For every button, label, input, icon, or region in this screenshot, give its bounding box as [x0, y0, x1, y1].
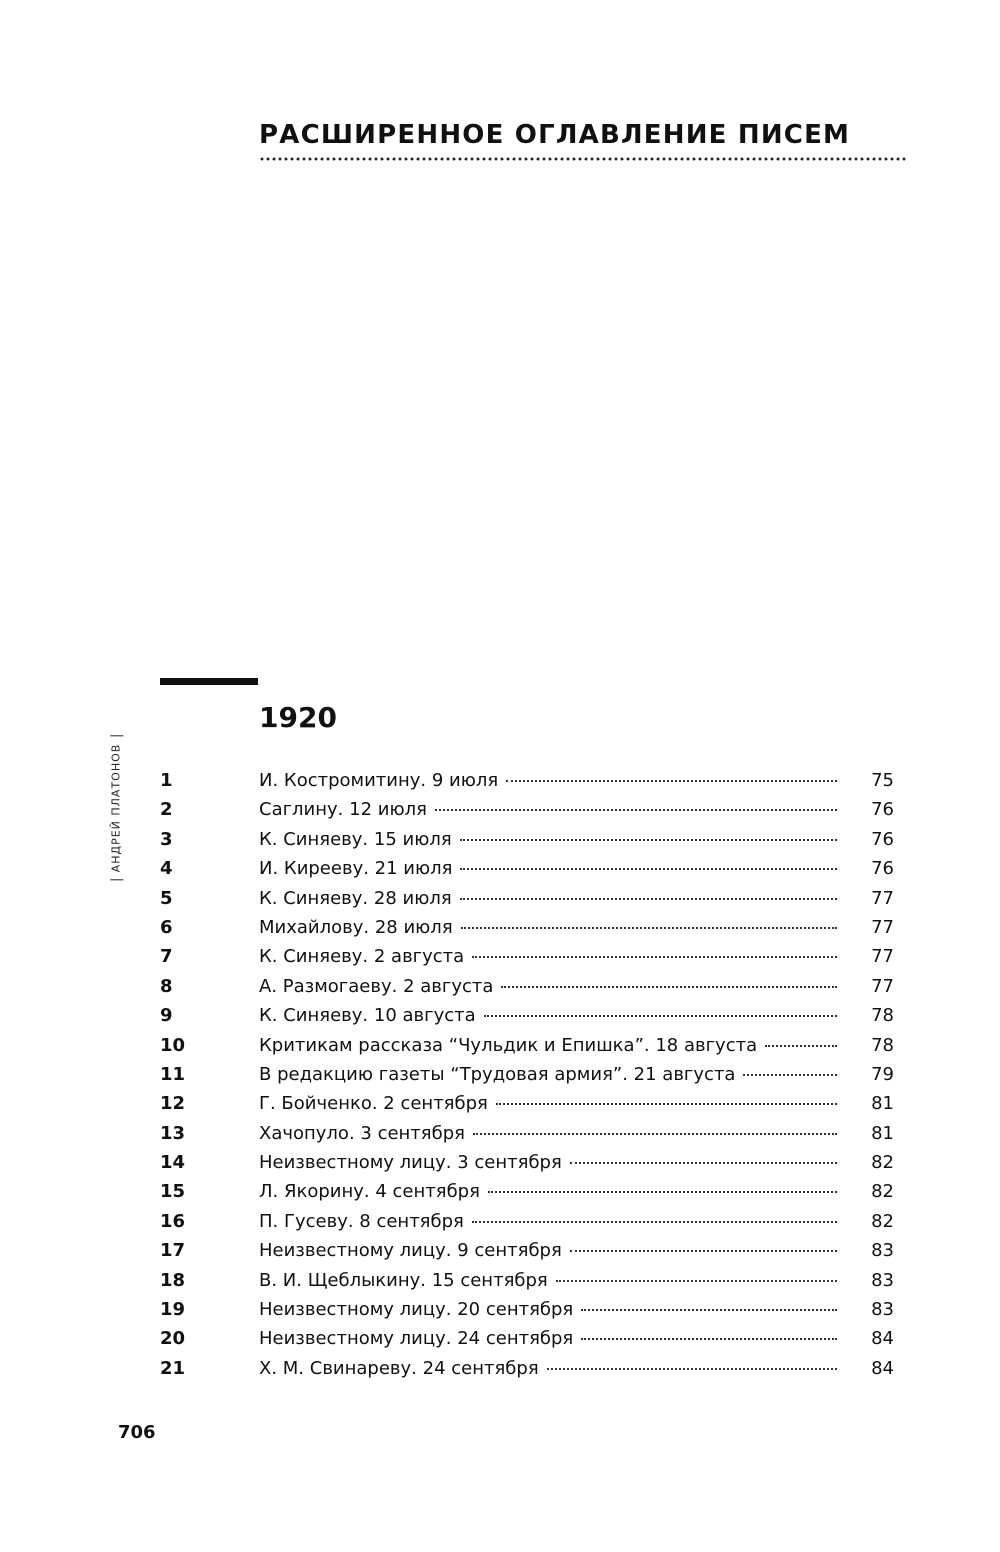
toc-entry-number: 11: [160, 1063, 186, 1085]
toc-entry-title-wrap: [259, 913, 837, 942]
toc-dot-leader: [460, 839, 837, 841]
toc-dot-leader: [506, 780, 837, 782]
toc-entry[interactable]: [160, 1177, 896, 1206]
toc-entry-number: 20: [160, 1328, 186, 1350]
toc-entry-number: 12: [160, 1093, 186, 1115]
toc-dot-leader: [488, 1191, 837, 1193]
toc-entry-title: К. Синяеву. 15 июля: [259, 828, 452, 850]
toc-entry-number: 14: [160, 1152, 186, 1174]
toc-dot-leader: [461, 927, 837, 929]
title-dotted-rule: [259, 156, 906, 162]
toc-entry[interactable]: [160, 1031, 896, 1060]
toc-entry-number: 3: [160, 828, 173, 850]
toc-entry-title: Неизвестному лицу. 3 сентября: [259, 1152, 562, 1174]
toc-entry-title: П. Гусеву. 8 сентября: [259, 1210, 464, 1232]
toc-entry-number: 17: [160, 1240, 186, 1262]
section-year-heading: 1920: [259, 701, 337, 734]
toc-entry-title-wrap: [259, 884, 837, 913]
toc-entry-number: 6: [160, 916, 173, 938]
toc-entry-title: В. И. Щеблыкину. 15 сентября: [259, 1269, 548, 1291]
toc-dot-leader: [570, 1162, 837, 1164]
toc-entry[interactable]: [160, 825, 896, 854]
toc-entry-title-wrap: [259, 795, 837, 824]
toc-entry-title: К. Синяеву. 10 августа: [259, 1005, 476, 1027]
toc-entry[interactable]: [160, 972, 896, 1001]
toc-entry-number: 5: [160, 887, 173, 909]
toc-entry-number: 7: [160, 946, 173, 968]
toc-entry-title: К. Синяеву. 28 июля: [259, 887, 452, 909]
toc-dot-leader: [556, 1280, 837, 1282]
toc-entry-number: 2: [160, 799, 173, 821]
toc-entry-page: 83: [871, 1269, 894, 1291]
running-head-text: АНДРЕЙ ПЛАТОНОВ: [109, 743, 123, 872]
toc-entry-number: 19: [160, 1299, 186, 1321]
toc-entry-page: 84: [871, 1328, 894, 1350]
toc-entry-page: 77: [871, 916, 894, 938]
toc-entry-title: Неизвестному лицу. 9 сентября: [259, 1240, 562, 1262]
toc-entry-page: 82: [871, 1152, 894, 1174]
toc-entry-title-wrap: [259, 1324, 837, 1353]
toc-dot-leader: [473, 1133, 837, 1135]
toc-entry-title: Критикам рассказа “Чульдик и Епишка”. 18 августа: [259, 1034, 758, 1056]
toc-entry-number: 21: [160, 1357, 186, 1379]
toc-list: [160, 766, 896, 1383]
toc-entry-page: 83: [871, 1299, 894, 1321]
toc-entry-number: 4: [160, 858, 173, 880]
toc-dot-leader: [547, 1368, 837, 1370]
toc-entry-number: 10: [160, 1034, 186, 1056]
toc-entry-title: Саглину. 12 июля: [259, 799, 427, 821]
toc-entry-page: 78: [871, 1005, 894, 1027]
toc-entry-title-wrap: [259, 1119, 837, 1148]
toc-entry-number: 18: [160, 1269, 186, 1291]
toc-entry[interactable]: [160, 766, 896, 795]
toc-entry-page: 77: [871, 887, 894, 909]
toc-entry[interactable]: [160, 1207, 896, 1236]
toc-entry-title-wrap: [259, 942, 837, 971]
toc-entry-title-wrap: [259, 825, 837, 854]
toc-entry[interactable]: [160, 1119, 896, 1148]
page-title: РАСШИРЕННОЕ ОГЛАВЛЕНИЕ ПИСЕМ: [259, 120, 851, 150]
toc-entry[interactable]: [160, 854, 896, 883]
toc-dot-leader: [501, 986, 837, 988]
toc-entry[interactable]: [160, 1266, 896, 1295]
toc-entry-title: А. Размогаеву. 2 августа: [259, 975, 494, 997]
toc-entry-title-wrap: [259, 1177, 837, 1206]
toc-entry-title-wrap: [259, 1266, 837, 1295]
toc-dot-leader: [570, 1250, 837, 1252]
toc-entry-page: 77: [871, 946, 894, 968]
toc-entry-page: 76: [871, 828, 894, 850]
toc-dot-leader: [460, 898, 837, 900]
toc-entry-title: Х. М. Свинареву. 24 сентября: [259, 1357, 539, 1379]
toc-entry-number: 16: [160, 1210, 186, 1232]
toc-dot-leader: [484, 1015, 837, 1017]
toc-entry[interactable]: [160, 1354, 896, 1383]
toc-entry-title-wrap: [259, 1295, 837, 1324]
toc-dot-leader: [581, 1309, 837, 1311]
toc-entry-title-wrap: [259, 1001, 837, 1030]
toc-entry-number: 1: [160, 770, 173, 791]
toc-entry-number: 15: [160, 1181, 186, 1203]
toc-entry-title: Михайлову. 28 июля: [259, 916, 453, 938]
toc-entry-page: 81: [871, 1122, 894, 1144]
toc-entry-title-wrap: [259, 1031, 837, 1060]
toc-entry-page: 79: [871, 1063, 894, 1085]
toc-entry-page: 82: [871, 1210, 894, 1232]
running-head: [107, 720, 125, 895]
toc-entry-title-wrap: [259, 1089, 837, 1118]
toc-dot-leader: [743, 1074, 837, 1076]
running-head-bar-right: [110, 735, 123, 736]
toc-dot-leader: [581, 1338, 837, 1340]
page-number: 706: [118, 1422, 156, 1443]
toc-dot-leader: [472, 956, 837, 958]
toc-dot-leader: [472, 1221, 837, 1223]
toc-entry-page: 82: [871, 1181, 894, 1203]
toc-entry-page: 76: [871, 858, 894, 880]
toc-dot-leader: [496, 1103, 837, 1105]
toc-entry-page: 76: [871, 799, 894, 821]
running-head-bar-left: [110, 879, 123, 880]
toc-entry-number: 9: [160, 1005, 173, 1027]
toc-dot-leader: [460, 868, 837, 870]
toc-dot-leader: [765, 1045, 837, 1047]
toc-entry-title: И. Кирееву. 21 июля: [259, 858, 453, 880]
toc-entry[interactable]: [160, 1060, 896, 1089]
toc-entry-title: Л. Якорину. 4 сентября: [259, 1181, 480, 1203]
toc-entry-number: 8: [160, 975, 173, 997]
toc-entry[interactable]: [160, 1236, 896, 1265]
toc-entry-title-wrap: [259, 1354, 837, 1383]
toc-entry[interactable]: [160, 1324, 896, 1353]
toc-entry-title-wrap: [259, 972, 837, 1001]
toc-entry-title: В редакцию газеты “Трудовая армия”. 21 августа: [259, 1063, 736, 1085]
toc-entry-title: И. Костромитину. 9 июля: [259, 770, 499, 791]
toc-entry[interactable]: [160, 1089, 896, 1118]
toc-entry-title: К. Синяеву. 2 августа: [259, 946, 465, 968]
toc-entry[interactable]: [160, 913, 896, 942]
toc-entry-title: Хачопуло. 3 сентября: [259, 1122, 465, 1144]
toc-entry-page: 75: [871, 770, 894, 791]
toc-entry-page: 78: [871, 1034, 894, 1056]
toc-entry-title-wrap: [259, 1207, 837, 1236]
toc-entry-number: 13: [160, 1122, 186, 1144]
toc-entry-title: Неизвестному лицу. 20 сентября: [259, 1299, 574, 1321]
toc-entry[interactable]: [160, 795, 896, 824]
toc-entry[interactable]: [160, 1001, 896, 1030]
toc-entry-page: 81: [871, 1093, 894, 1115]
toc-entry[interactable]: [160, 942, 896, 971]
toc-entry-page: 84: [871, 1357, 894, 1379]
toc-dot-leader: [435, 809, 837, 811]
toc-entry-title-wrap: [259, 766, 837, 795]
toc-entry-title-wrap: [259, 854, 837, 883]
toc-entry-page: 77: [871, 975, 894, 997]
toc-entry[interactable]: [160, 1295, 896, 1324]
section-rule: [160, 678, 258, 685]
toc-entry-title-wrap: [259, 1236, 837, 1265]
toc-entry-title: Г. Бойченко. 2 сентября: [259, 1093, 488, 1115]
toc-entry[interactable]: [160, 1148, 896, 1177]
toc-entry-page: 83: [871, 1240, 894, 1262]
toc-entry[interactable]: [160, 884, 896, 913]
toc-entry-title: Неизвестному лицу. 24 сентября: [259, 1328, 574, 1350]
toc-entry-title-wrap: [259, 1148, 837, 1177]
toc-entry-title-wrap: [259, 1060, 837, 1089]
